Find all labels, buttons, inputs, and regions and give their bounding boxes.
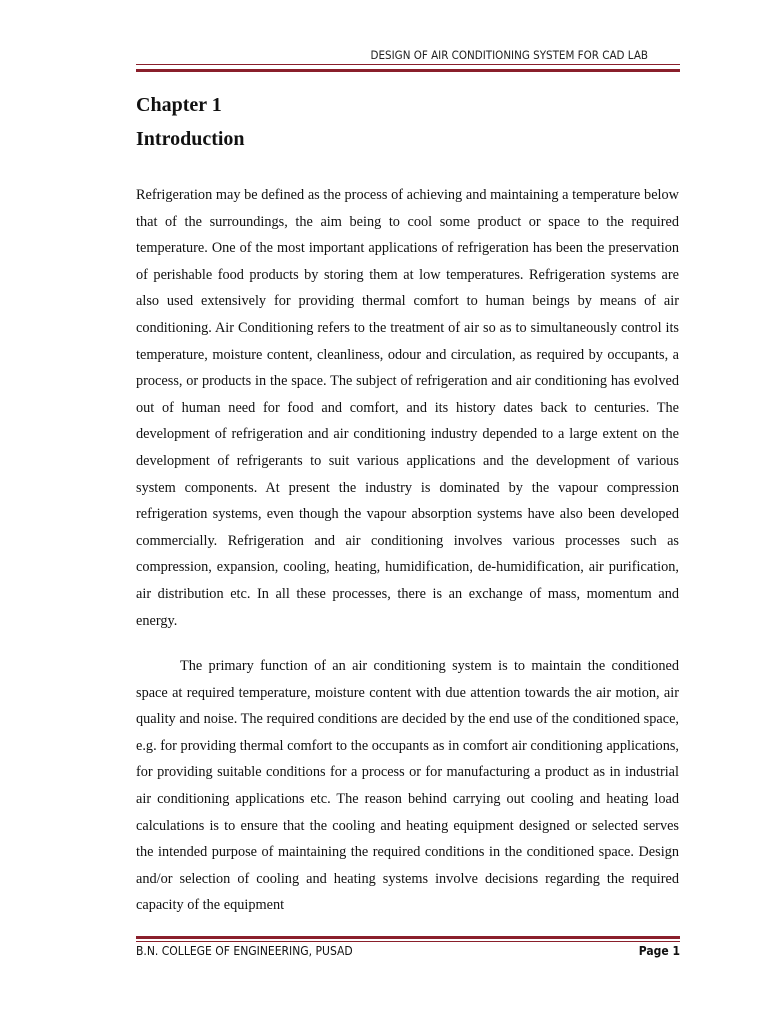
header-rule-bottom (136, 69, 680, 72)
page-content (136, 88, 679, 919)
paragraph-2: The primary function of an air conditioning system is to maintain the conditioned space at required temperature, moisture content with due attention towards the air motion, air quality and noise. The required conditions are decided by the end use of the conditioned space, e.g. for providing thermal comfort to the occupants as in comfort air conditioning applications, for providing suitable conditions for a process or for manufacturing a product as in industrial air conditioning applications etc. The reason behind carrying out cooling and heating load calculations is to ensure that the cooling and heating equipment designed or selected serves the intended purpose of maintaining the required conditions in the conditioned space. Design and/or selection of cooling and heating systems involve decisions regarding the required capacity of the equipment (136, 658, 679, 914)
footer-rule-bottom (136, 941, 680, 942)
page-number: Page 1 (638, 944, 680, 958)
footer-institution: B.N. COLLEGE OF ENGINEERING, PUSAD (136, 944, 353, 958)
header-rule-top (136, 64, 680, 65)
running-header: DESIGN OF AIR CONDITIONING SYSTEM FOR CAD LAB (370, 48, 648, 62)
chapter-label: Chapter 1 (136, 94, 222, 116)
chapter-title: Introduction (136, 128, 245, 150)
footer-rule-top (136, 936, 680, 939)
paragraph-1: Refrigeration may be defined as the process of achieving and maintaining a temperature below that of the surroundings, the aim being to cool some product or space to the required temperature. One of the most important applications of refrigeration has been the preservation of perishable food products by storing them at low temperatures. Refrigeration systems are also used extensively for providing thermal comfort to human beings by means of air conditioning. Air Conditioning refers to the treatment of air so as to simultaneously control its temperature, moisture content, cleanliness, odour and circulation, as required by occupants, a process, or products in the space. The subject of refrigeration and air conditioning has evolved out of human need for food and comfort, and its history dates back to centuries. The development of refrigeration and air conditioning industry depended to a large extent on the development of refrigerants to suit various applications and the development of various system components. At present the industry is dominated by the vapour compression refrigeration systems, even though the vapour absorption systems have also been developed commercially. Refrigeration and air conditioning involves various processes such as compression, expansion, cooling, heating, humidification, de-humidification, air purification, air distribution etc. In all these processes, there is an exchange of mass, momentum and energy. (136, 187, 679, 629)
page-footer (136, 944, 680, 958)
